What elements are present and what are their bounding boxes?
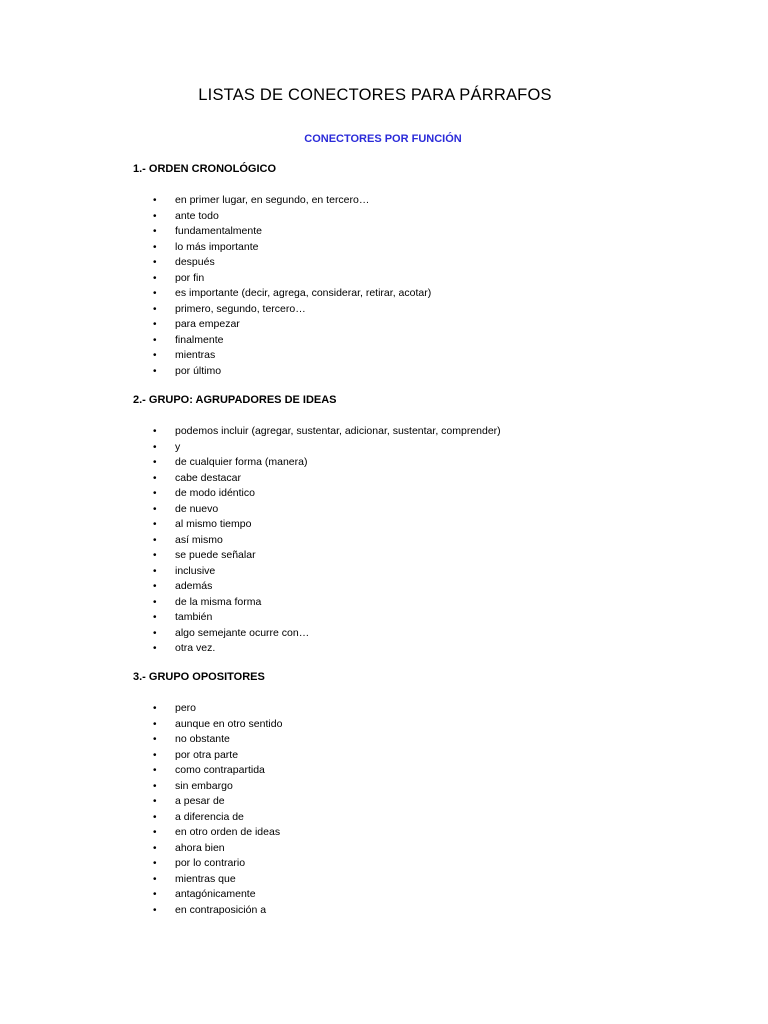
bullet-icon: • [153, 827, 157, 838]
bullet-icon: • [153, 643, 157, 654]
bullet-icon: • [153, 519, 157, 530]
list-item-text: ahora bien [175, 841, 225, 854]
list-item [133, 533, 693, 549]
list-item-text: por fin [175, 271, 205, 284]
bullet-icon: • [153, 889, 157, 900]
bullet-icon: • [153, 749, 157, 761]
list-item-text: de cualquier forma (manera) [175, 456, 308, 468]
list-item [133, 471, 693, 487]
list-item [133, 825, 693, 841]
list-item [133, 579, 693, 595]
list-item [133, 610, 693, 626]
list-item [133, 255, 693, 271]
bullet-icon: • [153, 734, 157, 745]
bullet-icon: • [153, 319, 157, 330]
list-item [133, 548, 693, 564]
list-item [133, 717, 693, 733]
section-heading: 3.- GRUPO OPOSITORES [133, 671, 265, 683]
list-item-text: pero [175, 702, 197, 714]
list-item-text: así mismo [175, 533, 223, 546]
list-item [133, 302, 693, 318]
list-item [133, 364, 693, 380]
bullet-icon: • [153, 472, 157, 484]
bullet-icon: • [153, 457, 157, 468]
bullet-icon: • [153, 210, 157, 222]
bullet-icon: • [153, 350, 157, 361]
list-item-text: finalmente [175, 333, 224, 346]
list-item-text: ante todo [175, 209, 219, 222]
list-item [133, 701, 693, 717]
list-item [133, 564, 693, 580]
list-item [133, 486, 693, 502]
list-item [133, 209, 693, 225]
list-item-text: a diferencia de [175, 810, 244, 823]
list-item [133, 193, 693, 209]
list-item [133, 286, 693, 302]
bullet-icon: • [153, 503, 157, 515]
bullet-icon: • [153, 365, 157, 377]
list-item-text: además [175, 580, 213, 592]
bullet-icon: • [153, 488, 157, 499]
bullet-icon: • [153, 703, 157, 714]
bullet-icon: • [153, 811, 157, 823]
list-item [133, 333, 693, 349]
list-item [133, 317, 693, 333]
bullet-icon: • [153, 288, 157, 299]
list-item-text: sin embargo [175, 779, 233, 792]
list-item-text: de la misma forma [175, 595, 262, 608]
list-item [133, 779, 693, 795]
connector-list [133, 193, 693, 379]
bullet-icon: • [153, 765, 157, 776]
bullet-icon: • [153, 718, 157, 730]
list-item [133, 810, 693, 826]
list-item-text: en otro orden de ideas [175, 826, 281, 838]
list-item [133, 517, 693, 533]
list-item [133, 424, 693, 440]
list-item-text: lo más importante [175, 240, 259, 253]
list-item-text: de nuevo [175, 502, 219, 515]
list-item [133, 841, 693, 857]
list-item [133, 887, 693, 903]
document-title: LISTAS DE CONECTORES PARA PÁRRAFOS [198, 86, 552, 104]
list-item-text: de modo idéntico [175, 487, 255, 499]
list-item [133, 240, 693, 256]
bullet-icon: • [153, 303, 157, 315]
list-item [133, 224, 693, 240]
list-item [133, 856, 693, 872]
list-item-text: y [175, 440, 181, 453]
list-item [133, 348, 693, 364]
list-item-text: otra vez. [175, 642, 216, 654]
list-item-text: después [175, 256, 215, 268]
list-item-text: fundamentalmente [175, 225, 262, 237]
list-item-text: mientras que [175, 872, 236, 885]
bullet-icon: • [153, 426, 157, 437]
list-item-text: cabe destacar [175, 471, 241, 484]
list-item-text: por otra parte [175, 748, 239, 761]
list-item [133, 271, 693, 287]
bullet-icon: • [153, 441, 157, 453]
list-item [133, 626, 693, 642]
bullet-icon: • [153, 581, 157, 592]
connector-list [133, 424, 693, 657]
bullet-icon: • [153, 241, 157, 253]
list-item-text: para empezar [175, 318, 240, 330]
list-item-text: primero, segundo, tercero… [175, 302, 306, 315]
list-item [133, 763, 693, 779]
bullet-icon: • [153, 195, 157, 206]
list-item-text: inclusive [175, 564, 216, 577]
list-item-text: mientras [175, 349, 216, 361]
list-item [133, 872, 693, 888]
list-item [133, 502, 693, 518]
list-item-text: por lo contrario [175, 857, 246, 869]
bullet-icon: • [153, 873, 157, 885]
list-item-text: podemos incluir (agregar, sustentar, adicionar, sustentar, comprender) [175, 425, 501, 437]
bullet-icon: • [153, 796, 157, 807]
bullet-icon: • [153, 612, 157, 623]
list-item-text: es importante (decir, agrega, considerar, retirar, acotar) [175, 287, 432, 299]
list-item-text: por último [175, 364, 222, 377]
list-item-text: al mismo tiempo [175, 518, 252, 530]
list-item-text: aunque en otro sentido [175, 717, 283, 730]
bullet-icon: • [153, 565, 157, 577]
bullet-icon: • [153, 550, 157, 561]
list-item-text: también [175, 611, 213, 623]
connector-list [133, 701, 693, 918]
list-item [133, 748, 693, 764]
list-item [133, 794, 693, 810]
section-agrupadores-de-ideas [133, 393, 693, 657]
bullet-icon: • [153, 272, 157, 284]
bullet-icon: • [153, 334, 157, 346]
list-item [133, 641, 693, 657]
section-heading: 2.- GRUPO: AGRUPADORES DE IDEAS [133, 394, 337, 406]
section-heading: 1.- ORDEN CRONOLÓGICO [133, 163, 277, 175]
list-item-text: antagónicamente [175, 888, 256, 900]
list-item [133, 455, 693, 471]
section-orden-cronologico [133, 162, 693, 379]
list-item [133, 903, 693, 919]
bullet-icon: • [153, 596, 157, 608]
bullet-icon: • [153, 904, 157, 916]
list-item [133, 732, 693, 748]
list-item-text: algo semejante ocurre con… [175, 626, 310, 639]
bullet-icon: • [153, 257, 157, 268]
bullet-icon: • [153, 858, 157, 869]
bullet-icon: • [153, 226, 157, 237]
list-item-text: en primer lugar, en segundo, en tercero… [175, 194, 370, 206]
list-item [133, 440, 693, 456]
list-item-text: no obstante [175, 733, 230, 745]
bullet-icon: • [153, 627, 157, 639]
list-item-text: a pesar de [175, 795, 225, 807]
list-item-text: como contrapartida [175, 764, 265, 776]
bullet-icon: • [153, 780, 157, 792]
bullet-icon: • [153, 534, 157, 546]
section-grupo-opositores [133, 670, 693, 918]
list-item [133, 595, 693, 611]
document-subtitle: CONECTORES POR FUNCIÓN [304, 133, 462, 145]
list-item-text: se puede señalar [175, 549, 256, 561]
list-item-text: en contraposición a [175, 903, 267, 916]
bullet-icon: • [153, 842, 157, 854]
